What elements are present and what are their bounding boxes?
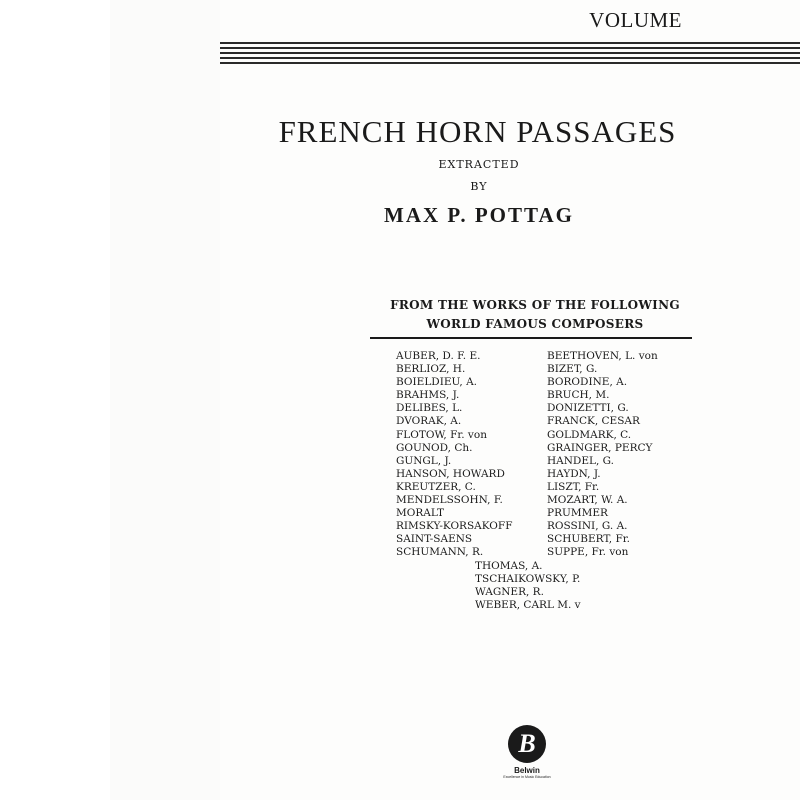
composer-name: FRANCK, CESAR	[547, 415, 640, 428]
volume-label: VOLUME	[589, 8, 682, 32]
composer-name: MORALT	[396, 507, 444, 520]
belwin-logo-icon: B	[508, 725, 546, 763]
composer-list-right	[547, 350, 658, 560]
composer-name: MENDELSSOHN, F.	[396, 494, 503, 507]
composer-name: HANDEL, G.	[547, 454, 615, 467]
publisher-tagline: Excellence in Music Education	[503, 775, 551, 779]
composer-name: DVORAK, A.	[396, 415, 462, 428]
composer-name: WAGNER, R.	[475, 586, 544, 599]
composer-name: FLOTOW, Fr. von	[396, 428, 487, 441]
author-name: MAX P. POTTAG	[384, 203, 574, 227]
composer-name: BIZET, G.	[547, 363, 598, 376]
composer-name: THOMAS, A.	[475, 560, 543, 572]
composer-name: HAYDN, J.	[547, 467, 601, 480]
composer-name: HANSON, HOWARD	[396, 467, 505, 480]
composer-name: GRAINGER, PERCY	[547, 441, 653, 454]
composer-name: TSCHAIKOWSKY, P.	[475, 573, 581, 586]
composer-list-left	[396, 350, 512, 560]
composer-list-bottom	[475, 560, 581, 612]
composer-name: BERLIOZ, H.	[396, 363, 466, 376]
composer-name: BEETHOVEN, L. von	[547, 350, 658, 362]
heading-rule	[370, 337, 692, 339]
composer-name: GOLDMARK, C.	[547, 428, 632, 441]
composer-name: BRUCH, M.	[547, 389, 610, 402]
composers-heading-line1: FROM THE WORKS OF THE FOLLOWING	[390, 298, 680, 312]
publisher-name: Belwin	[514, 766, 540, 775]
composer-name: DONIZETTI, G.	[547, 402, 629, 415]
composer-name: BORODINE, A.	[547, 376, 628, 389]
composer-name: SCHUMANN, R.	[396, 546, 484, 559]
composer-name: MOZART, W. A.	[547, 494, 628, 507]
composer-name: AUBER, D. F. E.	[396, 350, 481, 362]
composer-name: SUPPE, Fr. von	[547, 546, 629, 559]
composer-name: DELIBES, L.	[396, 402, 463, 415]
composer-name: BRAHMS, J.	[396, 389, 460, 402]
composer-name: SCHUBERT, Fr.	[547, 533, 630, 546]
composer-name: RIMSKY-KORSAKOFF	[396, 520, 513, 533]
composer-name: BOIELDIEU, A.	[396, 376, 478, 389]
composer-name: SAINT-SAENS	[396, 533, 473, 546]
composer-name: KREUTZER, C.	[396, 480, 476, 493]
composer-name: GUNGL, J.	[396, 454, 452, 467]
composer-name: GOUNOD, Ch.	[396, 441, 473, 454]
composer-name: PRUMMER	[547, 507, 608, 520]
extracted-label: EXTRACTED	[438, 158, 520, 171]
composer-name: ROSSINI, G. A.	[547, 520, 628, 533]
composer-name: LISZT, Fr.	[547, 480, 600, 493]
book-title: FRENCH HORN PASSAGES	[278, 114, 677, 149]
decorative-stripes	[220, 42, 800, 64]
by-label: BY	[470, 180, 488, 193]
composers-heading	[380, 296, 690, 334]
publisher-logo	[505, 725, 549, 785]
composers-heading-line2: WORLD FAMOUS COMPOSERS	[426, 317, 644, 331]
composer-name: WEBER, CARL M. v	[475, 599, 581, 612]
